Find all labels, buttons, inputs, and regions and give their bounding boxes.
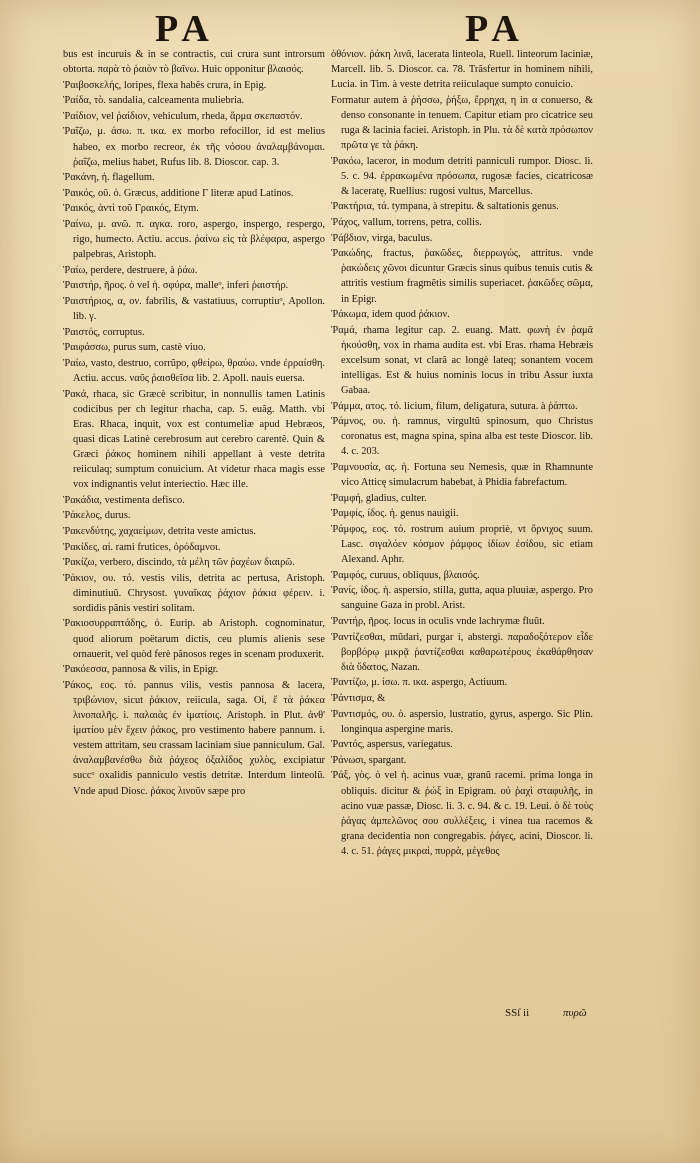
entry: Ῥάμμα, ατος. τό. licium, filum, deligatura, sutura. à ῥάπτω. xyxy=(331,400,578,412)
entry: Ῥαίω, perdere, destruere, à ῥάω. xyxy=(63,264,198,276)
entry: Ῥαντίζεσθαι, mũdari, purgar i, abstergi. παραδοξότερον εἶδε βορβόρῳ μικρᾷ ῥαντίζεσθαι καθαρωτέρους ἐκαθάρθησαν διὰ ὕδατος, Nazan. xyxy=(331,631,593,673)
entry: Ῥαίδα, τὸ. sandalia, calceamenta muliebria. xyxy=(63,95,245,107)
entry: Ῥάκιον, ου. τό. vestis vilis, detrita ac pertusa, Aristoph. diminutiuũ. Chrysost. γυναῖκας ῥάχιον ῥάκια φέρειν. i. sordidis pãnis vestiri solitam. xyxy=(63,572,325,614)
running-head-right: PA xyxy=(465,8,525,50)
entry: Ῥαμφίς, ίδος. ἡ. genus nauigii. xyxy=(331,508,459,520)
entry: Ῥάντισμα, & xyxy=(331,692,386,704)
entry: Ῥαιστήριος, α, ον. fabrilis, & vastatiuus, corruptiuᵒ, Apollon. lib. γ. xyxy=(63,296,325,323)
entry: Ῥαιβοσκελής, loripes, flexa habẽs crura, in Epig. xyxy=(63,79,267,91)
entry: Ῥαντήρ, ῆρος. locus in oculis vnde lachrymæ fluũt. xyxy=(331,615,545,627)
catchword: πυρῶ xyxy=(563,1007,587,1019)
entry: Ῥαντίζω, μ. ίσω. π. ικα. aspergo, Actiuum. xyxy=(331,677,508,689)
entry: Ῥαίω, vasto, destruo, corrũpo, φθείρω, θραύω. vnde ἐρραίσθη. Actiu. accus. ναῦς ῥαισθεῖσα lib. 2. Apoll. nauis euersa. xyxy=(63,357,325,384)
entry: Ῥαμφή, gladius, culter. xyxy=(331,492,427,504)
entry: Ῥάμφος, εος. τό. rostrum auium propriè, vt ὄρνιχος suum. Lasc. σιγαλόεν κόσμον ῥάμφος ἰδίων ἐσίδου, sic etiam Alexand. Aphr. xyxy=(331,523,593,566)
entry: ὀθόνιον. ῥάκη λινᾶ, lacerata linteola, Ruell. linteorum laciniæ, Marcell. lib. 5. Dioscor. ca. 78. Trãsfertur in hominem nihili, Lucia. in Tim. à veste detrita reiiculaque sumpto conuicio. xyxy=(331,49,593,91)
entry: Ῥανίς, ίδος. ἡ. aspersio, stilla, gutta, aqua pluuiæ, aspergo. Pro sanguine Gaza in probl. Arist. xyxy=(331,585,593,612)
entry: Ῥαιστήρ, ῆρος. ὁ vel ἡ. σφύρα, malleᵒ, inferi ῥαιστήρ. xyxy=(63,280,289,292)
entry: Ῥακάνη, ἡ. flagellum. xyxy=(63,172,155,184)
entry: Ῥακιοσυρραπτάδης, ὁ. Eurip. ab Aristoph. cognominatur, quod aliorum poëtarum dictis, ceu plumis alienis sese ornauerit, vel quòd ferè pãnosos reges in scenam produxerit. xyxy=(63,618,325,660)
entry: Ῥαμφός, curuus, obliquus, βλαισός. xyxy=(331,569,480,581)
entry: Ῥαΐζω, μ. άσω. π. ικα. ex morbo refocillor, id est melius habeo, ex morbo recreor, ἐκ τῆς νόσου ἀναλαμβάνομαι. ῥαΐζω, melius habet, Rufus lib. 8. Dioscor. cap. 3. xyxy=(63,126,325,168)
entry: Ῥάμνος, ου. ἡ. ramnus, virgultũ spinosum, quo Christus coronatus est, magna spina, spina alba est teste Dioscor. lib. 4. c. 203. xyxy=(331,416,593,458)
entry: Formatur autem à ῥήσσω, ῥήξω, ἔρρηχα, η in α conuerso, & denso consonante in tenuem. Capitur etiam pro cicatrice seu ruga & lacinia faciei. Aristoph. in Plu. τὰ δὲ κατὰ πρόσωπον πρῶτα γε τὰ ῥάκη. xyxy=(331,94,593,152)
entry: Ῥακάδια, vestimenta defisco. xyxy=(63,494,185,506)
right-column xyxy=(331,47,593,859)
entry: Ῥακίζω, verbero, discindo, τὰ μέλη τῶν ῥαχέων διαιρῶ. xyxy=(63,557,295,569)
entry: Ῥακενδύτης, χαχαείμων, detrita veste amictus. xyxy=(63,525,257,537)
entry: Ῥαίδιον, vel ῥαίδιον, vehiculum, rheda, ἅρμα σκεπαστόν. xyxy=(63,110,303,122)
entry: bus est incuruis & in se contractis, cui crura sunt introrsum obtorta. παρὰ τὸ ῥαιὸν τὸ βαῖνω. Huic opponitur βλαισός. xyxy=(63,49,325,76)
entry: Ῥαιστός, corruptus. xyxy=(63,326,145,338)
entry: Ῥακώδης, fractus, ῥακῶδες, διερρωγώς, attritus. vnde ῥακώδεις χῶνοι dicuntur Græcis sinus quibus tenuis cutis & attritis vestium fragmẽtis similis superiacet. ῥακῶδες σῶμα, in Epigr. xyxy=(331,248,593,305)
entry: Ῥαικός, ἀντὶ τοῦ Γραικός, Etym. xyxy=(63,203,199,215)
entry: Ῥαντισμός, ου. ὁ. aspersio, lustratio, gyrus, aspergo. Sic Plin. longinqua aspergine maris. xyxy=(331,708,593,735)
entry: Ῥαικός, οῦ. ὁ. Græcus, additione Γ literæ apud Latinos. xyxy=(63,187,294,199)
entry: Ῥάχος, vallum, torrens, petra, collis. xyxy=(331,217,482,229)
entry: Ῥάκωμα, idem quod ῥάκιον. xyxy=(331,309,450,321)
entry: Ῥάνωσι, spargant. xyxy=(331,754,407,766)
entry: Ῥάξ, γὸς. ὁ vel ἡ. acinus vuæ, granũ racemi. prima longa in obliquis. dicitur & ῥώξ in Epigram. οὐ ῥαχὶ σταφυλῆς, in acino vuæ passæ, Diosc. li. 3. c. 94. & c. 19. Leui. ὁ δὲ τοὺς ῥάγας ἀμπελῶνος σου συλλέξεις, i vinea tua racemos & grana decidentia non congregabis. ῥάγες, acini, Dioscor. li. 4. c. 51. ῥάγες μικραὶ, πυρρὰ, μέγεθος xyxy=(331,770,593,857)
entry: Ῥαίνω, μ. ανῶ. π. αγκα. roro, aspergo, inspergo, respergo, rigo, humecto. Actiu. accus. ῥαίνω εἰς τὰ βλέφαρα, aspergo palpebras, Aristoph. xyxy=(63,219,325,261)
entry: Ῥαμά, rhama legitur cap. 2. euang. Matt. φωνὴ ἐν ῥαμᾶ ἠκούσθη, vox in rhama audita est. vbi Eras. rhama Hebræis excelsum sonat, vt clarã ac longè lateq; sonantem vocem intelligas. Est & huius nominis locus in tribu Assur iuxta Gabaa. xyxy=(331,324,593,397)
running-head-left: PA xyxy=(155,8,215,50)
entry: Ῥακόω, laceror, in modum detriti panniculi rumpor. Diosc. li. 5. c. 94. ἐρρακωμένα πρόσωπα, rugosæ facies, cicatricosæ & laceratę, Ruellius: rugosi vultus, Marcellus. xyxy=(331,155,593,197)
entry: Ῥακόεσσα, pannosa & vilis, in Epigr. xyxy=(63,664,219,676)
entry: Ῥαμνουσία, ας. ἡ. Fortuna seu Nemesis, quæ in Rhamnunte vico Atticę simulacrum habebat, à Phidia fabrefactum. xyxy=(331,462,593,489)
entry: Ῥακά, rhaca, sic Græcè scribitur, in nonnullis tamen Latinis codicibus per ch legitur rhacha, cap. 5. euãg. Matth. vbi Eras. Rhaca, inquit, vox est contumeliæ apud Hebræos, quasi dicas Latinè cerebrosum aut cerebro carentẽ. Quin & Græci ῥάκος hominem nihili appellant à veste detrita reiiculaq; sumptum conuicium. At videtur rhaca magis esse vox indignantis velut interiectio. Hæc ille. xyxy=(63,388,325,491)
left-column xyxy=(63,47,325,799)
entry: Ῥαιφάσσω, purus sum, castè viuo. xyxy=(63,342,206,354)
entry: Ῥάκελος, durus. xyxy=(63,510,131,522)
entry: Ῥαντός, aspersus, variegatus. xyxy=(331,739,453,751)
entry: Ῥάκος, εος. τό. pannus vilis, vestis pannosa & lacera, τριβώνιον, sicut ῥάκιον, reiicula, saga. Οἱ, ἔ τὰ ῥάκεα λινοπαλῆς. i. παλαιὰς ἐν ἱματίοις. Aristoph. in Plut. ἀνθ' ἱματίου μὲν ἔχειν ῥάκος, pro vestimento habere pannum. i. vestem attritam, seu crassam laciniam siue panniculum. Gal. ἀναλαμβανέσθω διὰ ῥάχεος ὀξαλίδος χυλὸς, excipiatur succᵒ oxalidis panniculo vestis detritæ. Interdum linteolũ. Vnde apud Diosc. ῥάκος λινοῦν sæpe pro xyxy=(63,679,325,797)
entry: Ῥάβδιον, virga, baculus. xyxy=(331,232,433,244)
entry: Ῥακίδες, αἱ. rami frutices, ὀρόδαμνοι. xyxy=(63,541,221,553)
signature-mark: SSſ ii xyxy=(505,1007,530,1019)
entry: Ῥακτήρια, τά. tympana, à strepitu. & saltationis genus. xyxy=(331,201,559,213)
